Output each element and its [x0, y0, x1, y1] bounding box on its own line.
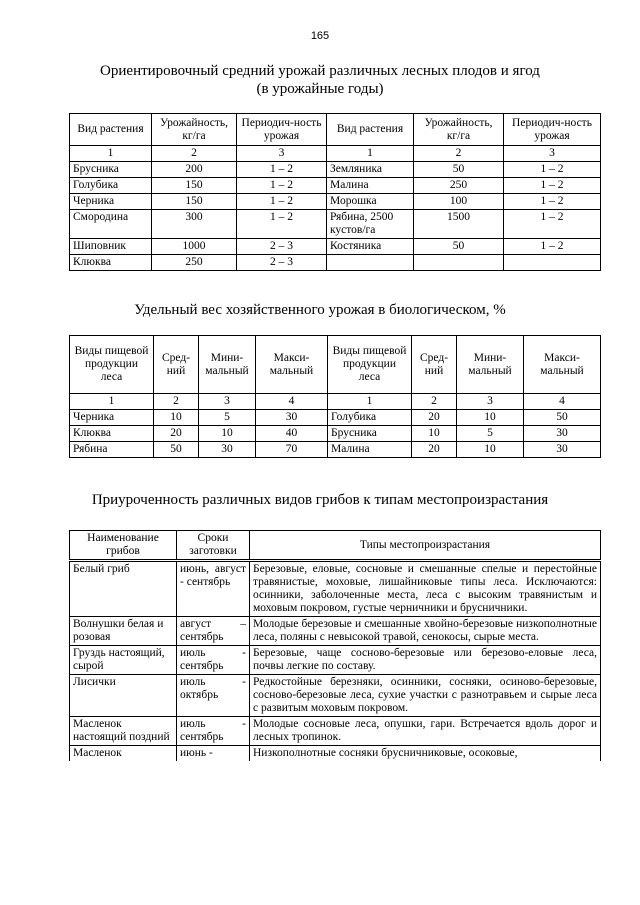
table1-col-number: 1	[70, 146, 152, 162]
table2-header: Сред-ний	[412, 336, 457, 394]
table-row	[70, 617, 601, 646]
table-row	[70, 410, 601, 426]
table-cell: 30	[199, 442, 256, 458]
table-cell: 50	[414, 239, 504, 255]
table-cell: 10	[457, 410, 524, 426]
table-cell: 1 – 2	[504, 239, 601, 255]
table1-title-line1: Ориентировочный средний урожай различных лесных плодов и ягод	[100, 63, 540, 79]
table2-title: Удельный вес хозяйственного урожая в биологическом, %	[134, 302, 506, 318]
table-cell: 20	[412, 410, 457, 426]
table-cell: 10	[199, 426, 256, 442]
table1-number-row	[70, 146, 601, 162]
table2-col-number: 1	[328, 394, 412, 410]
table-cell: 1000	[152, 239, 237, 255]
table1-header: Вид растения	[70, 114, 152, 146]
table-cell: 50	[154, 442, 199, 458]
table-cell: 150	[152, 194, 237, 210]
table-cell: Рябина, 2500 кустов/га	[327, 210, 414, 239]
table-cell: 10	[154, 410, 199, 426]
table-cell: 10	[412, 426, 457, 442]
table-cell: Масленок настоящий поздний	[70, 717, 177, 746]
table-row	[70, 239, 601, 255]
table-cell: Молодые березовые и смешанные хвойно-березовые низкополнотные леса, поляны с невысокой травой, сенокосы, сырые места.	[250, 617, 601, 646]
table-cell: Низкополнотные сосняки брусничниковые, осоковые,	[250, 746, 601, 762]
table-cell: июнь -	[177, 746, 250, 762]
table1-header: Периодич-ность урожая	[237, 114, 327, 146]
table-cell: 300	[152, 210, 237, 239]
table-cell: Брусника	[70, 162, 152, 178]
table-row	[70, 255, 601, 271]
table2-col-number: 3	[457, 394, 524, 410]
table-row	[70, 561, 601, 617]
table1	[69, 113, 601, 271]
table-cell	[504, 255, 601, 271]
table-cell: Смородина	[70, 210, 152, 239]
table2-col-number: 2	[154, 394, 199, 410]
table2-col-number: 4	[524, 394, 601, 410]
table-cell: 30	[256, 410, 328, 426]
table2-col-number: 1	[70, 394, 154, 410]
table-cell: 250	[414, 178, 504, 194]
table-cell: 2 – 3	[237, 239, 327, 255]
table-row	[70, 210, 601, 239]
table-row	[70, 675, 601, 717]
table-cell: 1 – 2	[237, 162, 327, 178]
table-cell: Малина	[328, 442, 412, 458]
table1-title	[0, 62, 640, 98]
table1-header: Периодич-ность урожая	[504, 114, 601, 146]
table-cell: 250	[152, 255, 237, 271]
table-cell: Клюква	[70, 426, 154, 442]
table-cell	[414, 255, 504, 271]
table-cell: Брусника	[328, 426, 412, 442]
table-cell: Черника	[70, 194, 152, 210]
table2-col-number: 4	[256, 394, 328, 410]
table-cell: 50	[524, 410, 601, 426]
table2-header: Мини-мальный	[199, 336, 256, 394]
table2-header: Макси-мальный	[524, 336, 601, 394]
table-cell: Белый гриб	[70, 561, 177, 617]
table-cell: Рябина	[70, 442, 154, 458]
table-cell: 150	[152, 178, 237, 194]
table2-header-row	[70, 336, 601, 394]
table-cell: 1500	[414, 210, 504, 239]
page-number: 165	[310, 30, 330, 42]
table-cell: 30	[524, 442, 601, 458]
table-cell: Шиповник	[70, 239, 152, 255]
table-cell: 1 – 2	[504, 210, 601, 239]
table-row	[70, 442, 601, 458]
table-cell: Клюква	[70, 255, 152, 271]
table-cell: Голубика	[70, 178, 152, 194]
table2-col-number: 2	[412, 394, 457, 410]
table-cell: Голубика	[328, 410, 412, 426]
table1-col-number: 3	[237, 146, 327, 162]
table2-header: Виды пищевой продукции леса	[70, 336, 154, 394]
table-cell: июль - сентябрь	[177, 717, 250, 746]
table-cell: Земляника	[327, 162, 414, 178]
table-row	[70, 646, 601, 675]
table-cell: Морошка	[327, 194, 414, 210]
table1-col-number: 1	[327, 146, 414, 162]
table-cell: 40	[256, 426, 328, 442]
table-cell: Лисички	[70, 675, 177, 717]
table2-header: Сред-ний	[154, 336, 199, 394]
table-cell: 30	[524, 426, 601, 442]
table3	[69, 530, 601, 761]
table-cell: Груздь настоящий, сырой	[70, 646, 177, 675]
table-cell: 50	[414, 162, 504, 178]
table2-header: Макси-мальный	[256, 336, 328, 394]
table-cell: 10	[457, 442, 524, 458]
table-cell: Молодые сосновые леса, опушки, гари. Встречается вдоль дорог и лесных тропинок.	[250, 717, 601, 746]
table-cell: 70	[256, 442, 328, 458]
table-row	[70, 717, 601, 746]
table-row	[70, 746, 601, 762]
table1-header: Урожайность, кг/га	[152, 114, 237, 146]
table-cell: Костяника	[327, 239, 414, 255]
table3-header: Сроки заготовки	[177, 531, 250, 561]
table-cell: 100	[414, 194, 504, 210]
table3-header-row	[70, 531, 601, 561]
table-cell: 1 – 2	[237, 210, 327, 239]
table-cell: июль - сентябрь	[177, 646, 250, 675]
table-cell: Волнушки белая и розовая	[70, 617, 177, 646]
table1-col-number: 3	[504, 146, 601, 162]
table-row	[70, 426, 601, 442]
table-row	[70, 194, 601, 210]
table-cell: 20	[412, 442, 457, 458]
table1-header: Урожайность, кг/га	[414, 114, 504, 146]
table-row	[70, 178, 601, 194]
table3-header: Наименование грибов	[70, 531, 177, 561]
table2-number-row	[70, 394, 601, 410]
table-cell: 5	[457, 426, 524, 442]
table-cell: 1 – 2	[237, 178, 327, 194]
table-cell: июнь, август - сентябрь	[177, 561, 250, 617]
table-cell: 1 – 2	[237, 194, 327, 210]
table2	[69, 335, 601, 458]
table-cell: 1 – 2	[504, 178, 601, 194]
table-cell: Березовые, чаще сосново-березовые или березово-еловые леса, почвы легкие по составу.	[250, 646, 601, 675]
table-cell: Малина	[327, 178, 414, 194]
table1-title-line2: (в урожайные годы)	[256, 81, 384, 97]
table-cell: 5	[199, 410, 256, 426]
table-cell: 20	[154, 426, 199, 442]
table-cell: 2 – 3	[237, 255, 327, 271]
table1-col-number: 2	[152, 146, 237, 162]
table2-col-number: 3	[199, 394, 256, 410]
table1-col-number: 2	[414, 146, 504, 162]
table-row	[70, 162, 601, 178]
table-cell: август – сентябрь	[177, 617, 250, 646]
table-cell: Редкостойные березняки, осинники, сосняки, осиново-березовые, сосново-березовые леса, сухие участки с разнотравьем и сырые леса с развитым моховым покровом.	[250, 675, 601, 717]
table-cell: Масленок	[70, 746, 177, 762]
table-cell: 200	[152, 162, 237, 178]
table-cell: 1 – 2	[504, 162, 601, 178]
table-cell: Черника	[70, 410, 154, 426]
table1-header-row	[70, 114, 601, 146]
table-cell	[327, 255, 414, 271]
table1-header: Вид растения	[327, 114, 414, 146]
table2-header: Виды пищевой продукции леса	[328, 336, 412, 394]
table-cell: 1 – 2	[504, 194, 601, 210]
table-cell: июль - октябрь	[177, 675, 250, 717]
table3-header: Типы местопроизрастания	[250, 531, 601, 561]
table3-title: Приуроченность различных видов грибов к типам местопроизрастания	[91, 492, 549, 508]
table2-header: Мини-мальный	[457, 336, 524, 394]
table-cell: Березовые, еловые, сосновые и смешанные спелые и перестойные травянистые, моховые, лишайниковые типы леса. Исключаются: осинники, заболоченные места, леса с высоким травянистым и моховым покровом, густые черничники и брусничники.	[250, 561, 601, 617]
